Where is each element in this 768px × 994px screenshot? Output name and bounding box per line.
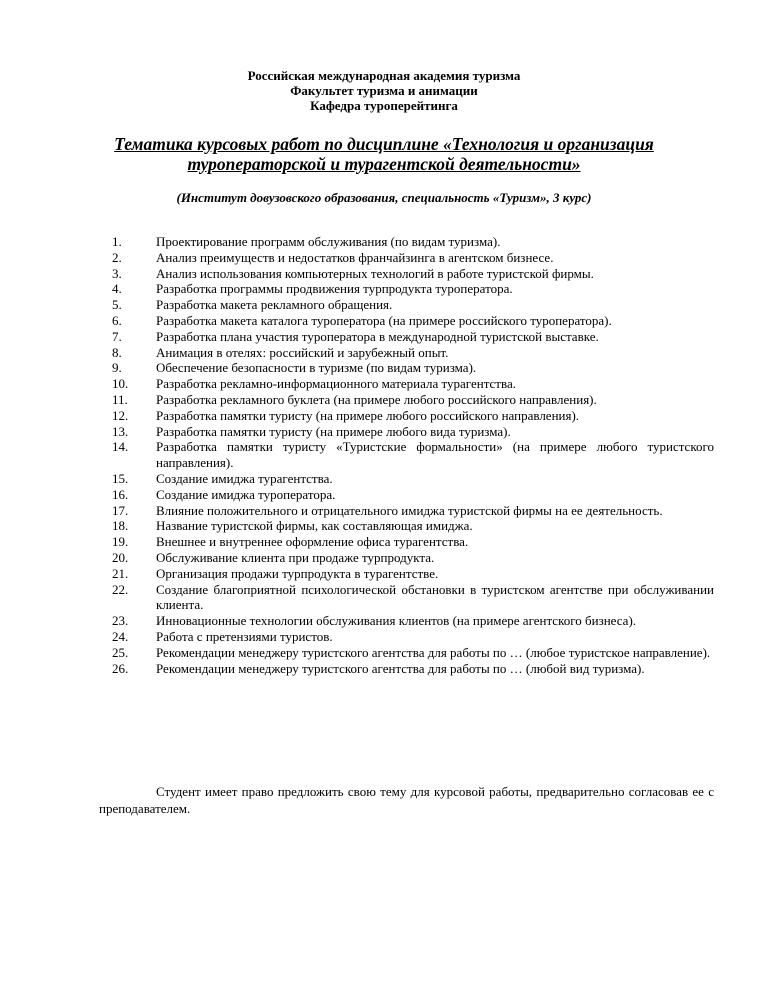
list-item [112,439,714,471]
list-item [112,392,714,408]
document-title-line-1: Тематика курсовых работ по дисциплине «Технология и организация [114,134,654,154]
list-item-text: Создание благоприятной психологической обстановки в туристском агентстве при обслуживании клиента. [156,581,714,613]
list-item-text: Создание имиджа туроператора. [156,486,336,502]
list-item [112,281,714,297]
list-item-text: Анимация в отелях: российский и зарубежный опыт. [156,344,449,360]
list-item [112,297,714,313]
list-item-text: Влияние положительного и отрицательного имиджа туристской фирмы на ее деятельность. [156,502,663,518]
document-subtitle: (Институт довузовского образования, специальность «Туризм», 3 курс) [176,190,592,205]
list-item [112,376,714,392]
list-item-number: 17. [112,502,129,518]
list-item [112,234,714,250]
list-item [112,503,714,519]
list-item-text: Разработка макета рекламного обращения. [156,297,393,313]
list-item-text: Рекомендации менеджеру туристского агентства для работы по … (любой вид туризма). [156,660,645,676]
list-item-number: 11. [112,391,128,407]
list-item [112,408,714,424]
list-item-text: Название туристской фирмы, как составляющая имиджа. [156,518,473,534]
list-item [112,471,714,487]
list-item-number: 23. [112,613,129,629]
list-item [112,534,714,550]
list-item-text: Разработка плана участия туроператора в международной туристской выставке. [156,328,599,344]
list-item-number: 26. [112,660,129,676]
document-title-line-2: туроператорской и турагентской деятельности» [187,154,581,174]
list-item-number: 6. [112,312,122,328]
list-item-number: 19. [112,534,129,550]
list-item [112,329,714,345]
list-item-text: Разработка рекламного буклета (на примере любого российского направления). [156,391,597,407]
list-item [112,550,714,566]
list-item-number: 10. [112,376,129,392]
list-item-number: 20. [112,549,129,565]
list-item [112,424,714,440]
list-item-number: 21. [112,565,129,581]
list-item-text: Обслуживание клиента при продаже турпродукта. [156,549,435,565]
list-item-text: Разработка рекламно-информационного материала турагентства. [156,376,516,392]
list-item-number: 9. [112,360,122,376]
list-item-number: 25. [112,644,129,660]
list-item [112,661,714,677]
list-item-number: 4. [112,281,122,297]
list-item-number: 24. [112,628,129,644]
list-item-number: 22. [112,581,129,597]
list-item [112,487,714,503]
document-title [100,134,668,174]
institution-header [0,68,768,113]
list-item [112,613,714,629]
list-item-text: Организация продажи турпродукта в турагентстве. [156,565,439,581]
list-item [112,629,714,645]
list-item-text: Разработка памятки туристу «Туристские формальности» (на примере любого туристского направления). [156,439,714,471]
list-item-text: Анализ использования компьютерных технологий в работе туристской фирмы. [156,265,594,281]
list-item-number: 13. [112,423,129,439]
list-item-number: 2. [112,249,122,265]
list-item [112,266,714,282]
department-name: Кафедра туроперейтинга [310,98,458,113]
list-item-number: 7. [112,328,122,344]
list-item-text: Обеспечение безопасности в туризме (по видам туризма). [156,360,477,376]
topics-list [112,234,714,676]
list-item-text: Внешнее и внутреннее оформление офиса турагентства. [156,534,469,550]
list-item-text: Разработка памятки туристу (на примере любого российского направления). [156,407,580,423]
list-item-number: 12. [112,407,129,423]
list-item-text: Создание имиджа турагентства. [156,470,333,486]
list-item-number: 16. [112,486,129,502]
list-item-text: Проектирование программ обслуживания (по видам туризма). [156,234,501,249]
list-item-text: Инновационные технологии обслуживания клиентов (на примере агентского бизнеса). [156,613,637,629]
list-item-text: Работа с претензиями туристов. [156,628,333,644]
list-item-number: 5. [112,297,122,313]
list-item [112,313,714,329]
faculty-name: Факультет туризма и анимации [290,83,478,98]
list-item-number: 14. [112,439,129,455]
list-item-number: 18. [112,518,129,534]
list-item-number: 15. [112,470,129,486]
list-item [112,518,714,534]
list-item-text: Разработка памятки туристу (на примере любого вида туризма). [156,423,511,439]
list-item [112,566,714,582]
list-item-text: Разработка макета каталога туроператора (на примере российского туроператора). [156,312,612,328]
student-note: Студент имеет право предложить свою тему для курсовой работы, предварительно согласовав ее с преподавателем. [99,784,714,816]
list-item-number: 8. [112,344,122,360]
list-item [112,250,714,266]
list-item-number: 3. [112,265,122,281]
list-item [112,360,714,376]
list-item-text: Анализ преимуществ и недостатков франчайзинга в агентском бизнесе. [156,249,554,265]
list-item [112,582,714,614]
list-item-text: Рекомендации менеджеру туристского агентства для работы по … (любое туристское направление). [156,644,711,660]
list-item [112,645,714,661]
list-item-number: 1. [112,234,122,249]
academy-name: Российская международная академия туризма [247,68,521,83]
list-item [112,345,714,361]
list-item-text: Разработка программы продвижения турпродукта туроператора. [156,281,513,297]
